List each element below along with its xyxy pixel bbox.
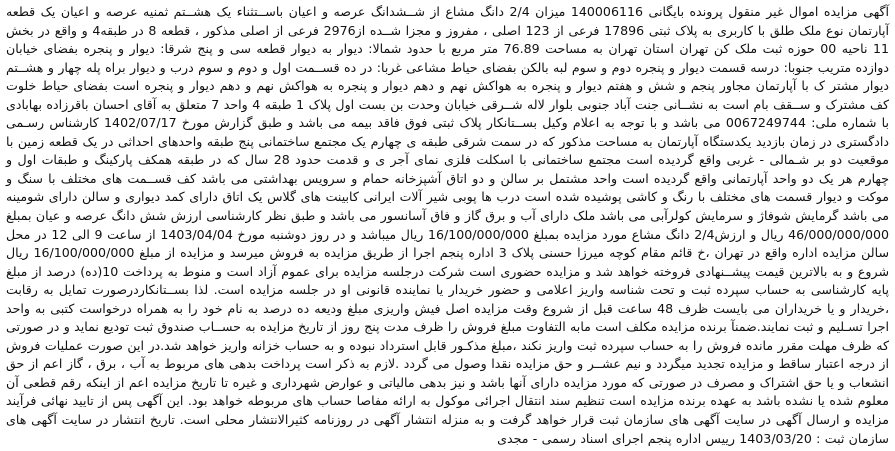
auction-notice-text: آگهی مزایده اموال غیر منقول پرونده بایگانی 140006116 میزان 2/4 دانگ مشاع از شــشدانگ عرصه و اعیان باســتثناء یک هشــتم ثمنیه عرصه و اعیان یک قطعه آپارتمان نوع ملک طلق با کاربری به پلاک ثبتی 17896 فرعی از 123 اصلی ، مفروز و مجزا شــده از2976 فرعی از اصلی مذکور ، قطعه 8 در طبقه4 و واقع در بخش 11 ناحیه 00 حوزه ثبت ملک کن تهران استان تهران به مساحت 76.89 متر مربع با حدود شمالا: دیوار به دیوار قطعه سی و پنج شرقا: دیوار و پنجره بفضای خیابان دوازده متریب جنوبا: درسه قسمت دیوار و پنجره دوم و سوم لبه بالکن بفضای حیاط مشاعی غربا: در ده قســمت اول و دوم و سوم درب و دیوار براه پله چهار و هشــتم دیوار مشتر ک با آپارتمان مجاور پنجم و شش و هفتم دیوار و پنجره به هواکش نهم و دهم دیوار و پنجره به هواکش نهم و دهم دیوار و پنجره است بفضای حیاط خلوت کف مشترک و ســقف بام است به نشــانی جنت آباد جنوبی بلوار لاله شــرقی خیابان وحدت بن بست اول پلاک 1 طبقه 4 واحد 7 متعلق به آقای احسان باقرزاده بهابادی با شماره ملی: 0067249744 می باشد و با توجه به اعلام وکیل بســتانکار پلاک ثبتی فوق فاقد بیمه می باشد و طبق گزارش مورخ 1402/07/17 کارشناس رسـمی دادگستری در زمان بازدید یکدستگاه آپارتمان به مساحت مذکور که در سمت شرقی طبقه ی چهارم یک مجتمع ساختمانی پنج طبقه واحدهای احداثی در یک قطعه زمین با موقعیت دو بر شـمالی - غربی واقع گردیده است مجتمع ساختمانی با اسکلت فلزی نمای آجر ی و قدمت حدود 28 سال که در طبقه همکف پارکینگ و طبقات اول و چهارم هر یک دو واحد آپارتمانی واقع گردیده است واحد مشتمل بر سالن و دو اتاق آشپزخانه حمام و سرویس بهداشتی می باشد کف قســمت های مختلف با سنگ و موکت و دیوار قسمت های مختلف با رنگ و کاشی پوشیده شده است درب ها پوبی شیر آلات ایرانی کابینت های گلاس یک اتاق دارای کمد دیواری و سالن دارای شومینه می باشد گرمایش شوفاژ و سرمایش کولرآبی می باشد ملک دارای آب و برق گاز و فاق آسانسور می باشد و طبق نظر کارشناسی ارزش شش دانگ عرصه و عیان بمبلغ 46/000/000/000 ریال و ارزش2/4 دانگ مشاع مورد مزایده بمبلغ 16/100/000/000 ریال میباشد و در روز دوشنبه مورخ 1403/04/04 از ساعت 9 الی 12 در محل سالن مزایده اداره واقع در تهران ،خ قائم مقام کوچه میرزا حسنی پلاک 3 اداره پنجم اجرا از طریق مزایده به فروش میرسد و مزایده از مبلغ 16/100/000/000 ریال شروع و به بالاترین قیمت پیشــنهادی فروخته خواهد شد و مزایده حضوری است شرکت درجلسه مزایده برای عموم آزاد است و منوط به پرداخت 10(ده) درصد از مبلغ پایه کارشناسی به حساب سپرده ثبت و تحت شناسه واریز اعلامی و حضور خریدار یا نماینده قانونی او در جلسه مزایده است. لذا بســتانکاردرصورت تمایل به رقابت ،خریدار و یا خریداران می بایست ظرف 48 ساعت قبل از شروع وقت مزایده اصل فیش واریزی مبلغ ودیعه ده درصد به نام خود را به همراه درخواست کتبی به واحد اجرا تسـلیم و ثبت نمایند.ضمنآ برنده مزایده مکلف است مابه التفاوت مبلغ فروش را ظرف مدت پنج روز از تاریخ مزایده به حســاب صندوق ثبت توديع نمايد و در صورتی که ظرف مهلت مقرر مانده فروش را به حساب سپرده ثبت واریز نکند ،مبلغ مذکـور قابل استرداد نبوده و به حساب خزانه واریز خواهد شد.در این صورت عملیات فروش از درجه اعتبار ساقط و مزایده تجدید میگردد و نیم عشــر و حق مزایده نقدا وصول می گردد .لازم به ذکر است پرداخت بدهی های مربوط به آب ، برق ، گاز اعم از حق انشعاب و یا حق اشتراک و مصرف در صورتی که مورد مزایده دارای آنها باشد و نیز بدهی مالیاتی و عوارض شهرداری و غیره تا تاریخ مزایده اعم از اینکه رقم قطعی آن معلوم شده یا نشده باشد به عهده برنده مزایده است تنظیم سند انتقال اجرائی موکول به ارائه مفاصا حساب های مربوطه خواهد بود. این آگهی پس از تایید نهائی فرآیند مزایده و ارسال آگهی در سایت آگهی های سازمان ثبت قرار خواهد گرفت و به منزله انتشار آگهی در روزنامه کثیرالانتشار محلی است. تاریخ انتشار در سایت آگهی های سازمان ثبت : 1403/03/20 رییس اداره پنجم اجرای اسناد رسمی - مجدی	[6, 4, 890, 446]
